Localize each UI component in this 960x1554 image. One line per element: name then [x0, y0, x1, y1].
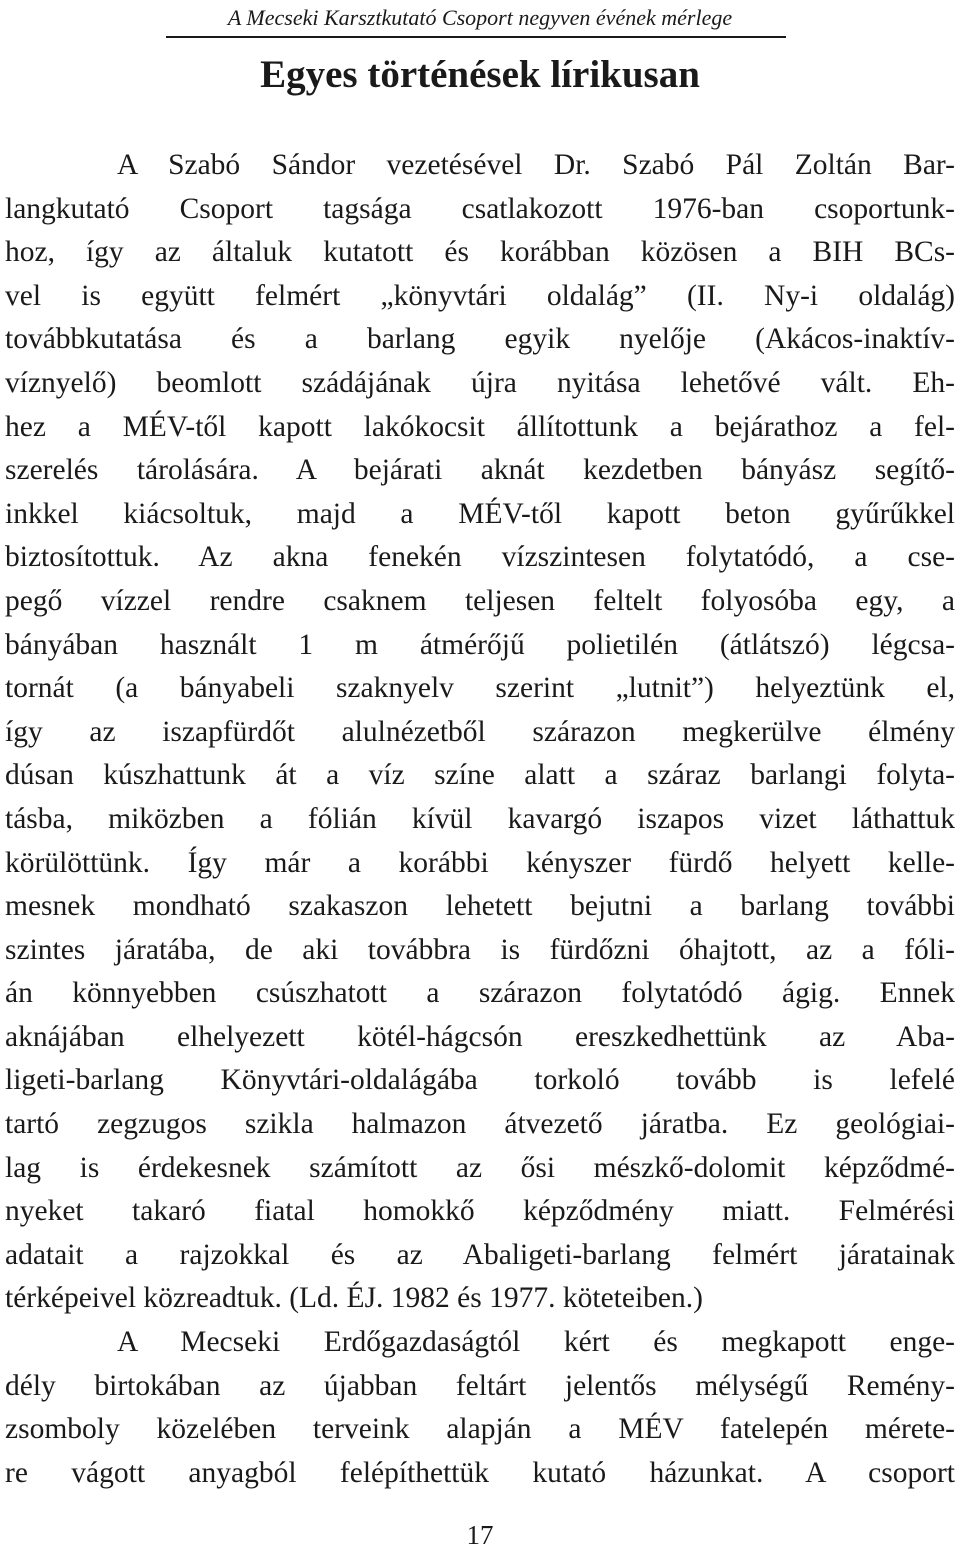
text-line: A Szabó Sándor vezetésével Dr. Szabó Pál Zoltán Bar-: [117, 149, 955, 181]
body-text: [5, 144, 955, 1495]
text-line: hez a MÉV-től kapott lakókocsit állítottunk a bejárathoz a fel-: [5, 410, 955, 443]
text-line: adatait a rajzokkal és az Abaligeti-barlang felmért járatainak: [5, 1238, 955, 1271]
text-line: ligeti-barlang Könyvtári-oldalágába torkoló tovább is lefelé: [5, 1064, 955, 1097]
text-line: térképeivel közreadtuk. (Ld. ÉJ. 1982 és 1977. köteteiben.): [5, 1282, 703, 1315]
text-line: így az iszapfürdőt alulnézetből szárazon megkerülve élmény: [5, 715, 955, 748]
text-line: tartó zegzugos szikla halmazon átvezető járatba. Ez geológiai-: [5, 1108, 955, 1141]
header-rule: [166, 36, 786, 38]
text-line: szintes járatába, de aki továbbra is fürdőzni óhajtott, az a fóli-: [5, 933, 955, 966]
text-line: aknájában elhelyezett kötél-hágcsón ereszkedhettünk az Aba-: [5, 1020, 955, 1053]
text-line: továbbkutatása és a barlang egyik nyelője (Akácos-inaktív-: [5, 323, 955, 356]
article-title: Egyes történések lírikusan: [260, 53, 700, 96]
text-line: hoz, így az általuk kutatott és korábban közösen a BIH BCs-: [5, 236, 955, 269]
text-line: re vágott anyagból felépíthettük kutató házunkat. A csoport: [5, 1456, 955, 1489]
text-line: tásba, miközben a fólián kívül kavargó iszapos vizet láthattuk: [5, 802, 955, 835]
text-line: biztosítottuk. Az akna fenekén vízszintesen folytatódó, a cse-: [5, 541, 955, 574]
text-line: bányában használt 1 m átmérőjű polietilén (átlátszó) légcsa-: [5, 628, 955, 661]
text-line: inkkel kiácsoltuk, majd a MÉV-től kapott beton gyűrűkkel: [5, 497, 955, 530]
text-line: án könnyebben csúszhatott a szárazon folytatódó ágig. Ennek: [5, 977, 955, 1010]
page-number: 17: [466, 1520, 494, 1550]
text-line: pegő vízzel rendre csaknem teljesen feltelt folyosóba egy, a: [5, 584, 955, 617]
text-line: langkutató Csoport tagsága csatlakozott 1976-ban csoportunk-: [5, 192, 955, 225]
running-header: A Mecseki Karsztkutató Csoport negyven évének mérlege: [227, 5, 733, 30]
text-line: nyeket takaró fiatal homokkő képződmény miatt. Felmérési: [5, 1195, 955, 1228]
text-line: vel is együtt felmért „könyvtári oldalág” (II. Ny-i oldalág): [5, 279, 955, 312]
text-line: körülöttünk. Így már a korábbi kényszer fürdő helyett kelle-: [5, 846, 955, 879]
text-line: szerelés tárolására. A bejárati aknát kezdetben bányász segítő-: [5, 454, 955, 487]
text-line: A Mecseki Erdőgazdaságtól kért és megkapott enge-: [117, 1326, 955, 1359]
text-line: víznyelő) beomlott szádájának újra nyitása lehetővé vált. Eh-: [5, 366, 955, 399]
text-line: dúsan kúszhattunk át a víz színe alatt a száraz barlangi folyta-: [5, 759, 955, 792]
text-line: dély birtokában az újabban feltárt jelentős mélységű Remény-: [5, 1369, 955, 1402]
text-line: zsomboly közelében terveink alapján a MÉV fatelepén mérete-: [5, 1413, 955, 1446]
text-line: mesnek mondható szakaszon lehetett bejutni a barlang további: [5, 890, 955, 923]
text-line: lag is érdekesnek számított az ősi mészkő-dolomit képződmé-: [5, 1151, 955, 1184]
text-line: tornát (a bányabeli szaknyelv szerint „lutnit”) helyeztünk el,: [5, 672, 955, 705]
